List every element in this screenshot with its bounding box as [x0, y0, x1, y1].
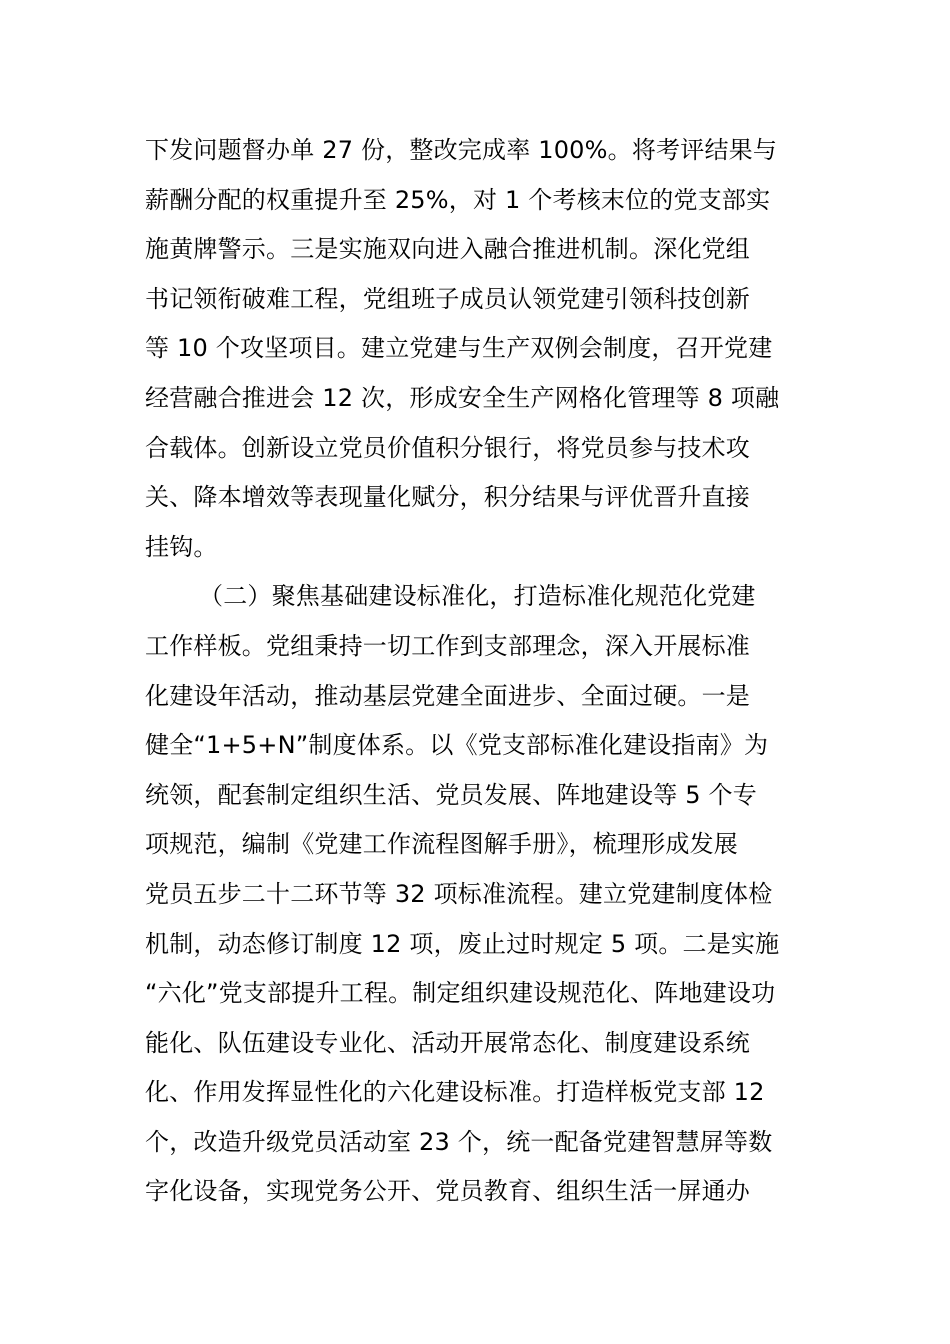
text-line: 项规范，编制《党建工作流程图解手册》，梳理形成发展	[145, 830, 738, 859]
text-line: 能化、队伍建设专业化、活动开展常态化、制度建设系统	[145, 1028, 750, 1057]
text-line: 字化设备，实现党务公开、党员教育、组织生活一屏通办	[145, 1177, 750, 1206]
text-line: 施黄牌警示。三是实施双向进入融合推进机制。深化党组	[145, 235, 750, 264]
text-line: 下发问题督办单 27 份，整改完成率 100%。将考评结果与	[145, 136, 778, 164]
text-line: 化建设年活动，推动基层党建全面进步、全面过硬。一是	[145, 681, 750, 710]
text-line: 薪酬分配的权重提升至 25%，对 1 个考核末位的党支部实	[145, 185, 771, 214]
text-line: 等 10 个攻坚项目。建立党建与生产双例会制度，召开党建	[145, 334, 773, 363]
text-line: 挂钩。	[145, 532, 218, 561]
text-line: “六化”党支部提升工程。制定组织建设规范化、阵地建设功	[145, 979, 776, 1008]
body-text	[145, 126, 810, 1217]
text-line: 工作样板。党组秉持一切工作到支部理念，深入开展标准	[145, 631, 750, 660]
text-line: 合载体。创新设立党员价值积分银行，将党员参与技术攻	[145, 433, 750, 462]
text-line: 化、作用发挥显性化的六化建设标准。打造样板党支部 12	[145, 1078, 765, 1107]
text-line: 健全“1+5+N”制度体系。以《党支部标准化建设指南》为	[145, 731, 769, 760]
text-line: 统领，配套制定组织生活、党员发展、阵地建设等 5 个专	[145, 780, 757, 809]
text-line: 个，改造升级党员活动室 23 个，统一配备党建智慧屏等数	[145, 1127, 773, 1156]
text-line: 经营融合推进会 12 次，形成安全生产网格化管理等 8 项融	[145, 383, 780, 412]
text-line: 关、降本增效等表现量化赋分，积分结果与评优晋升直接	[145, 483, 750, 512]
text-line: 书记领衔破难工程，党组班子成员认领党建引领科技创新	[145, 284, 750, 313]
text-line: 党员五步二十二环节等 32 项标准流程。建立党建制度体检	[145, 879, 773, 908]
text-line: 机制，动态修订制度 12 项，废止过时规定 5 项。二是实施	[145, 929, 780, 958]
section-heading-line: （二）聚焦基础建设标准化，打造标准化规范化党建	[199, 582, 756, 611]
